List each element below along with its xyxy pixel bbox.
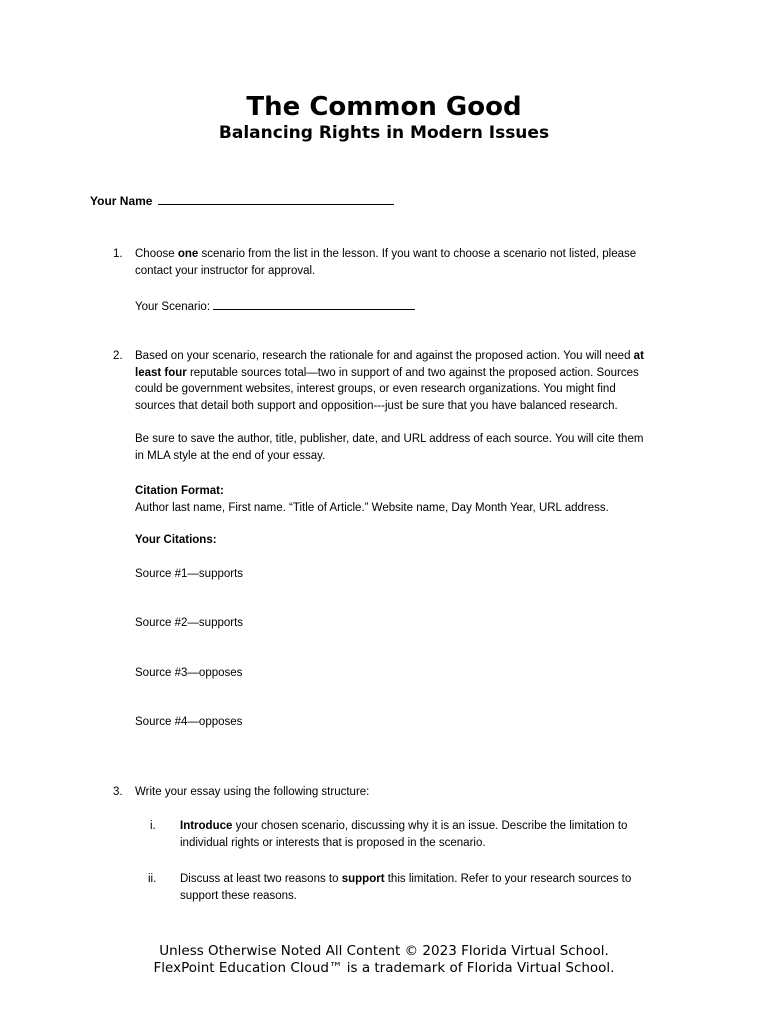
- item-1-number: 1.: [113, 248, 123, 260]
- scenario-field: [135, 298, 415, 316]
- name-label: Your Name: [90, 194, 153, 208]
- document-subtitle: Balancing Rights in Modern Issues: [218, 123, 550, 143]
- footer-line-2: FlexPoint Education Cloud™ is a trademark of Florida Virtual School.: [153, 959, 615, 976]
- source-2: Source #2—supports: [135, 617, 244, 629]
- save-sources-text: Be sure to save the author, title, publisher, date, and URL address of each source. You will cite them in MLA style at the end of your essay.: [135, 433, 644, 462]
- name-field: [90, 192, 394, 209]
- item-1-text: Choose one scenario from the list in the lesson. If you want to choose a scenario not listed, please contact your instructor for approval.: [135, 248, 637, 277]
- citation-format: [135, 483, 609, 516]
- item-2-number: 2.: [113, 350, 123, 362]
- source-1: Source #1—supports: [135, 568, 244, 580]
- copyright-footer: [0, 943, 768, 976]
- your-citations-label: Your Citations:: [135, 534, 217, 546]
- footer-line-1: Unless Otherwise Noted All Content © 2023 Florida Virtual School.: [159, 943, 609, 959]
- sub-item-i-numeral: i.: [150, 820, 156, 832]
- scenario-label: Your Scenario:: [135, 301, 211, 313]
- item-1-emphasis: one: [177, 248, 199, 260]
- citation-format-label: Citation Format:: [135, 485, 224, 497]
- sub-item-ii-numeral: ii.: [148, 873, 157, 885]
- item-3-intro: Write your essay using the following structure:: [135, 786, 370, 798]
- citation-format-text: Author last name, First name. “Title of Article.” Website name, Day Month Year, URL address.: [135, 501, 609, 514]
- name-blank-line: [158, 192, 394, 205]
- document-title: The Common Good: [246, 92, 522, 122]
- item-3-number: 3.: [113, 786, 123, 798]
- scenario-blank-line: [213, 298, 415, 310]
- item-2-text: Based on your scenario, research the rationale for and against the proposed action. You will need at least four reputable sources total—two in support of and two against the proposed action. Sources could be government websites, interest groups, or even research organizations. You might find sources that detail both support and opposition---just be sure that you have balanced research.: [135, 350, 644, 412]
- sub-item-i-text: Introduce your chosen scenario, discussing why it is an issue. Describe the limitation to individual rights or interests that is proposed in the scenario.: [180, 820, 628, 849]
- source-4: Source #4—opposes: [135, 716, 243, 728]
- sub-item-ii-text: Discuss at least two reasons to support this limitation. Refer to your research sources to support these reasons.: [180, 873, 632, 902]
- source-3: Source #3—opposes: [135, 667, 243, 679]
